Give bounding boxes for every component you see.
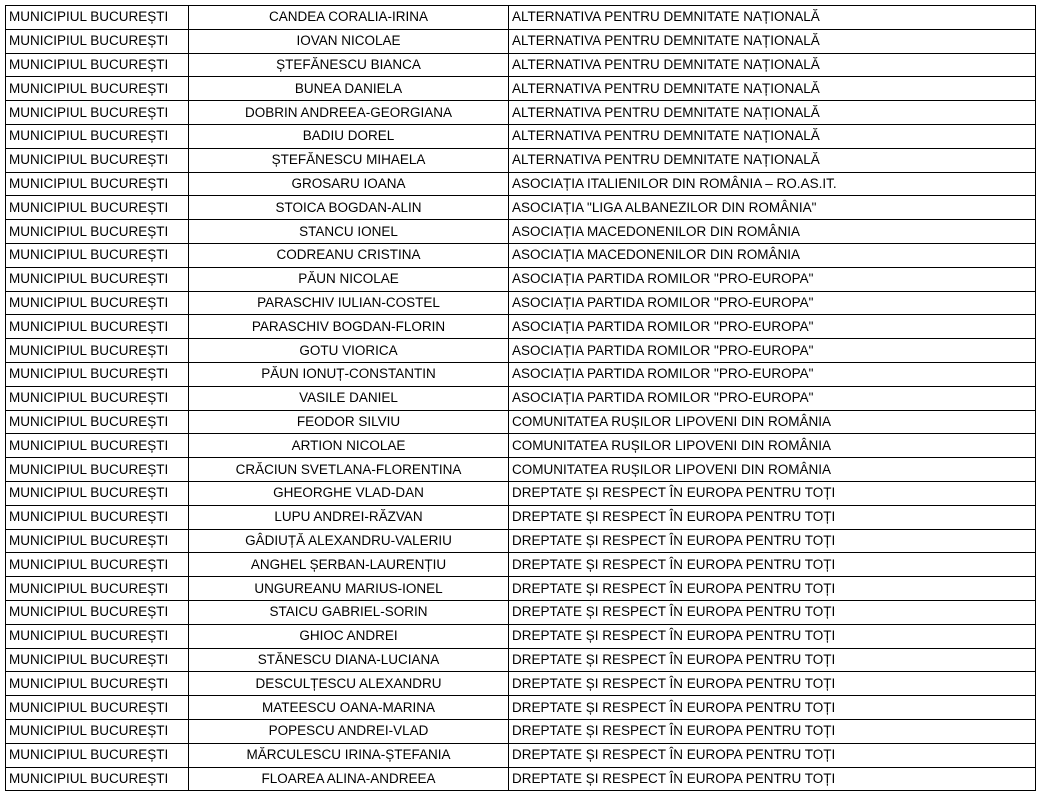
county-cell: MUNICIPIUL BUCUREȘTI (6, 172, 189, 196)
party-cell: ALTERNATIVA PENTRU DEMNITATE NAȚIONALĂ (509, 6, 1036, 30)
party-cell: DREPTATE ȘI RESPECT ÎN EUROPA PENTRU TOȚI (509, 600, 1036, 624)
county-cell: MUNICIPIUL BUCUREȘTI (6, 243, 189, 267)
table-row (6, 434, 1036, 458)
table-row (6, 481, 1036, 505)
table-row (6, 148, 1036, 172)
county-cell: MUNICIPIUL BUCUREȘTI (6, 696, 189, 720)
table-row (6, 719, 1036, 743)
table-row (6, 243, 1036, 267)
party-cell: ALTERNATIVA PENTRU DEMNITATE NAȚIONALĂ (509, 29, 1036, 53)
county-cell: MUNICIPIUL BUCUREȘTI (6, 767, 189, 791)
table-row (6, 172, 1036, 196)
county-cell: MUNICIPIUL BUCUREȘTI (6, 291, 189, 315)
candidate-name-cell: STANCU IONEL (189, 220, 509, 244)
party-cell: DREPTATE ȘI RESPECT ÎN EUROPA PENTRU TOȚI (509, 743, 1036, 767)
table-row (6, 529, 1036, 553)
table-row (6, 505, 1036, 529)
county-cell: MUNICIPIUL BUCUREȘTI (6, 339, 189, 363)
candidate-name-cell: DOBRIN ANDREEA-GEORGIANA (189, 101, 509, 125)
table-row (6, 220, 1036, 244)
candidate-name-cell: PĂUN NICOLAE (189, 267, 509, 291)
party-cell: ALTERNATIVA PENTRU DEMNITATE NAȚIONALĂ (509, 53, 1036, 77)
table-row (6, 362, 1036, 386)
table-row (6, 6, 1036, 30)
party-cell: ASOCIAȚIA PARTIDA ROMILOR "PRO-EUROPA" (509, 362, 1036, 386)
county-cell: MUNICIPIUL BUCUREȘTI (6, 148, 189, 172)
county-cell: MUNICIPIUL BUCUREȘTI (6, 577, 189, 601)
party-cell: DREPTATE ȘI RESPECT ÎN EUROPA PENTRU TOȚI (509, 672, 1036, 696)
party-cell: DREPTATE ȘI RESPECT ÎN EUROPA PENTRU TOȚI (509, 529, 1036, 553)
table-row (6, 624, 1036, 648)
candidate-name-cell: FEODOR SILVIU (189, 410, 509, 434)
candidate-name-cell: CRĂCIUN SVETLANA-FLORENTINA (189, 458, 509, 482)
candidate-name-cell: PARASCHIV IULIAN-COSTEL (189, 291, 509, 315)
candidate-name-cell: BUNEA DANIELA (189, 77, 509, 101)
table-row (6, 291, 1036, 315)
table-row (6, 77, 1036, 101)
candidate-name-cell: POPESCU ANDREI-VLAD (189, 719, 509, 743)
party-cell: ALTERNATIVA PENTRU DEMNITATE NAȚIONALĂ (509, 101, 1036, 125)
table-row (6, 101, 1036, 125)
table-row (6, 410, 1036, 434)
county-cell: MUNICIPIUL BUCUREȘTI (6, 362, 189, 386)
candidate-name-cell: FLOAREA ALINA-ANDREEA (189, 767, 509, 791)
party-cell: COMUNITATEA RUȘILOR LIPOVENI DIN ROMÂNIA (509, 410, 1036, 434)
candidate-name-cell: VASILE DANIEL (189, 386, 509, 410)
county-cell: MUNICIPIUL BUCUREȘTI (6, 553, 189, 577)
county-cell: MUNICIPIUL BUCUREȘTI (6, 53, 189, 77)
table-row (6, 577, 1036, 601)
candidate-name-cell: BADIU DOREL (189, 124, 509, 148)
county-cell: MUNICIPIUL BUCUREȘTI (6, 220, 189, 244)
table-row (6, 53, 1036, 77)
county-cell: MUNICIPIUL BUCUREȘTI (6, 101, 189, 125)
candidate-name-cell: CODREANU CRISTINA (189, 243, 509, 267)
table-row (6, 267, 1036, 291)
party-cell: DREPTATE ȘI RESPECT ÎN EUROPA PENTRU TOȚI (509, 481, 1036, 505)
party-cell: ALTERNATIVA PENTRU DEMNITATE NAȚIONALĂ (509, 124, 1036, 148)
party-cell: COMUNITATEA RUȘILOR LIPOVENI DIN ROMÂNIA (509, 434, 1036, 458)
candidate-name-cell: PĂUN IONUȚ-CONSTANTIN (189, 362, 509, 386)
party-cell: ASOCIAȚIA MACEDONENILOR DIN ROMÂNIA (509, 243, 1036, 267)
candidate-name-cell: LUPU ANDREI-RĂZVAN (189, 505, 509, 529)
table-row (6, 196, 1036, 220)
county-cell: MUNICIPIUL BUCUREȘTI (6, 481, 189, 505)
table-row (6, 696, 1036, 720)
candidate-name-cell: GHIOC ANDREI (189, 624, 509, 648)
candidate-name-cell: STĂNESCU DIANA-LUCIANA (189, 648, 509, 672)
table-row (6, 124, 1036, 148)
table-row (6, 339, 1036, 363)
party-cell: ASOCIAȚIA PARTIDA ROMILOR "PRO-EUROPA" (509, 267, 1036, 291)
party-cell: ASOCIAȚIA PARTIDA ROMILOR "PRO-EUROPA" (509, 339, 1036, 363)
candidate-name-cell: DESCULȚESCU ALEXANDRU (189, 672, 509, 696)
county-cell: MUNICIPIUL BUCUREȘTI (6, 600, 189, 624)
party-cell: DREPTATE ȘI RESPECT ÎN EUROPA PENTRU TOȚI (509, 624, 1036, 648)
county-cell: MUNICIPIUL BUCUREȘTI (6, 672, 189, 696)
candidate-name-cell: GOTU VIORICA (189, 339, 509, 363)
county-cell: MUNICIPIUL BUCUREȘTI (6, 267, 189, 291)
county-cell: MUNICIPIUL BUCUREȘTI (6, 29, 189, 53)
county-cell: MUNICIPIUL BUCUREȘTI (6, 410, 189, 434)
table-row (6, 767, 1036, 791)
county-cell: MUNICIPIUL BUCUREȘTI (6, 196, 189, 220)
party-cell: DREPTATE ȘI RESPECT ÎN EUROPA PENTRU TOȚI (509, 505, 1036, 529)
candidate-name-cell: MATEESCU OANA-MARINA (189, 696, 509, 720)
party-cell: COMUNITATEA RUȘILOR LIPOVENI DIN ROMÂNIA (509, 458, 1036, 482)
party-cell: DREPTATE ȘI RESPECT ÎN EUROPA PENTRU TOȚI (509, 648, 1036, 672)
party-cell: DREPTATE ȘI RESPECT ÎN EUROPA PENTRU TOȚI (509, 719, 1036, 743)
party-cell: ASOCIAȚIA PARTIDA ROMILOR "PRO-EUROPA" (509, 291, 1036, 315)
candidate-name-cell: STOICA BOGDAN-ALIN (189, 196, 509, 220)
candidate-name-cell: GÂDIUȚĂ ALEXANDRU-VALERIU (189, 529, 509, 553)
candidates-table-body (6, 6, 1036, 791)
party-cell: DREPTATE ȘI RESPECT ÎN EUROPA PENTRU TOȚI (509, 767, 1036, 791)
table-row (6, 672, 1036, 696)
table-row (6, 648, 1036, 672)
candidate-name-cell: PARASCHIV BOGDAN-FLORIN (189, 315, 509, 339)
candidate-name-cell: ȘTEFĂNESCU MIHAELA (189, 148, 509, 172)
party-cell: ASOCIAȚIA ITALIENILOR DIN ROMÂNIA – RO.AS.IT. (509, 172, 1036, 196)
county-cell: MUNICIPIUL BUCUREȘTI (6, 386, 189, 410)
county-cell: MUNICIPIUL BUCUREȘTI (6, 648, 189, 672)
party-cell: DREPTATE ȘI RESPECT ÎN EUROPA PENTRU TOȚI (509, 696, 1036, 720)
candidate-name-cell: GHEORGHE VLAD-DAN (189, 481, 509, 505)
county-cell: MUNICIPIUL BUCUREȘTI (6, 624, 189, 648)
party-cell: DREPTATE ȘI RESPECT ÎN EUROPA PENTRU TOȚI (509, 553, 1036, 577)
county-cell: MUNICIPIUL BUCUREȘTI (6, 315, 189, 339)
party-cell: ASOCIAȚIA PARTIDA ROMILOR "PRO-EUROPA" (509, 386, 1036, 410)
county-cell: MUNICIPIUL BUCUREȘTI (6, 434, 189, 458)
party-cell: ALTERNATIVA PENTRU DEMNITATE NAȚIONALĂ (509, 148, 1036, 172)
candidate-name-cell: ARTION NICOLAE (189, 434, 509, 458)
candidates-table (5, 5, 1036, 791)
party-cell: ALTERNATIVA PENTRU DEMNITATE NAȚIONALĂ (509, 77, 1036, 101)
table-row (6, 743, 1036, 767)
table-row (6, 29, 1036, 53)
county-cell: MUNICIPIUL BUCUREȘTI (6, 719, 189, 743)
candidate-name-cell: ȘTEFĂNESCU BIANCA (189, 53, 509, 77)
party-cell: DREPTATE ȘI RESPECT ÎN EUROPA PENTRU TOȚI (509, 577, 1036, 601)
county-cell: MUNICIPIUL BUCUREȘTI (6, 743, 189, 767)
table-row (6, 315, 1036, 339)
candidate-name-cell: IOVAN NICOLAE (189, 29, 509, 53)
table-row (6, 458, 1036, 482)
candidate-name-cell: ANGHEL ȘERBAN-LAURENȚIU (189, 553, 509, 577)
candidate-name-cell: GROSARU IOANA (189, 172, 509, 196)
candidate-name-cell: CANDEA CORALIA-IRINA (189, 6, 509, 30)
party-cell: ASOCIAȚIA MACEDONENILOR DIN ROMÂNIA (509, 220, 1036, 244)
county-cell: MUNICIPIUL BUCUREȘTI (6, 6, 189, 30)
party-cell: ASOCIAȚIA PARTIDA ROMILOR "PRO-EUROPA" (509, 315, 1036, 339)
county-cell: MUNICIPIUL BUCUREȘTI (6, 77, 189, 101)
table-row (6, 553, 1036, 577)
table-row (6, 386, 1036, 410)
county-cell: MUNICIPIUL BUCUREȘTI (6, 505, 189, 529)
candidate-name-cell: MĂRCULESCU IRINA-ȘTEFANIA (189, 743, 509, 767)
county-cell: MUNICIPIUL BUCUREȘTI (6, 529, 189, 553)
county-cell: MUNICIPIUL BUCUREȘTI (6, 458, 189, 482)
candidate-name-cell: UNGUREANU MARIUS-IONEL (189, 577, 509, 601)
table-row (6, 600, 1036, 624)
county-cell: MUNICIPIUL BUCUREȘTI (6, 124, 189, 148)
candidate-name-cell: STAICU GABRIEL-SORIN (189, 600, 509, 624)
party-cell: ASOCIAȚIA "LIGA ALBANEZILOR DIN ROMÂNIA" (509, 196, 1036, 220)
